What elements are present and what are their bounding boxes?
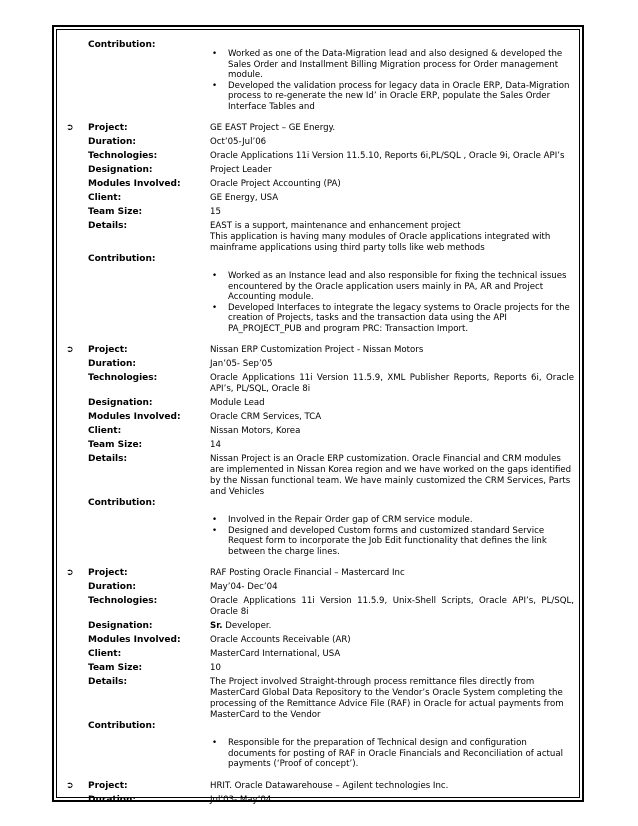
details-row — [66, 221, 574, 254]
details-paragraph: The Project involved Straight-through process remittance files directly from MasterCard Global Data Repository to the Vendor’s Oracle System completing the processing of the Remittance Advice File (RAF) in Oracle for actual payments from MasterCard to the Vendor — [210, 677, 564, 720]
designation-text: Module Lead — [210, 398, 265, 408]
modules-row-value: Oracle Project Accounting (PA) — [210, 179, 341, 189]
bullet-icon: • — [212, 525, 218, 536]
client-row — [66, 193, 574, 204]
duration-row-value: May’04- Dec’04 — [210, 582, 278, 592]
arrow-icon: ➲ — [66, 568, 74, 578]
contribution-row — [66, 254, 574, 265]
details-row-label: Details: — [88, 221, 128, 231]
technologies-row-label: Technologies: — [88, 373, 158, 383]
client-row-label: Client: — [88, 193, 122, 203]
bullet-item: • Responsible for the preparation of Technical design and configuration documents for posting of RAF in Oracle Financials and Reconciliation of actual payments (‘Proof of concept’). — [212, 738, 564, 769]
bullet-item: • Developed the validation process for legacy data in Oracle ERP, Data-Migration process to re-generate the new Id’ in Oracle ERP, populate the Sales Order Interface Tables and — [212, 80, 570, 112]
bullet-icon: • — [212, 515, 218, 525]
duration-row — [66, 359, 574, 370]
project-block — [66, 345, 574, 568]
project-row-label: Project: — [88, 568, 128, 578]
designation-row — [66, 398, 574, 409]
contribution-row-label: Contribution: — [88, 254, 156, 264]
bullet-icon: • — [212, 738, 218, 748]
modules-row — [66, 412, 574, 423]
duration-row-value: Jan’05- Sep’05 — [210, 359, 273, 369]
team-size-row-label: Team Size: — [88, 440, 143, 450]
project-block — [66, 781, 574, 806]
technologies-row — [66, 373, 574, 395]
client-row — [66, 426, 574, 437]
designation-text: Project Leader — [210, 165, 272, 175]
details-paragraph: This application is having many modules of Oracle applications integrated with mainframe applications using third party tolls like web methods — [210, 232, 551, 253]
modules-row-label: Modules Involved: — [88, 635, 181, 645]
team-size-row-label: Team Size: — [88, 207, 143, 217]
modules-row-label: Modules Involved: — [88, 412, 181, 422]
duration-row-label: Duration: — [88, 359, 136, 369]
details-row-label: Details: — [88, 454, 128, 464]
technologies-row-label: Technologies: — [88, 151, 158, 161]
client-row-value: Nissan Motors, Korea — [210, 426, 301, 436]
modules-row-label: Modules Involved: — [88, 179, 181, 189]
project-row — [66, 781, 574, 792]
bullet-item: • Worked as one of the Data-Migration lead and also designed & developed the Sales Order and Installment Billing Migration process for Order management module. — [212, 49, 563, 80]
duration-row-value: Oct’05-Jul’06 — [210, 137, 267, 147]
duration-row-label: Duration: — [88, 582, 136, 592]
team-size-row-value: 10 — [210, 663, 221, 673]
contribution-row — [66, 721, 574, 732]
contribution-label: Contribution: — [88, 40, 156, 50]
project-row-value: HRIT. Oracle Datawarehouse – Agilent technologies Inc. — [210, 780, 449, 791]
designation-text: Developer. — [222, 621, 272, 631]
bullet-icon: • — [212, 271, 218, 281]
designation-row-label: Designation: — [88, 621, 153, 631]
duration-row-value: Jul’03- May’04 — [210, 794, 272, 805]
details-row-value — [210, 221, 574, 254]
bullet-item: • Developed Interfaces to integrate the legacy systems to Oracle projects for the creation of Projects, tasks and the transaction data using the API PA_PROJECT_PUB and program PRC: Transaction Import. — [212, 302, 570, 334]
team-size-row-value: 14 — [210, 440, 221, 450]
project-row-label: Project: — [88, 345, 128, 355]
technologies-row — [66, 151, 574, 162]
project-row-label: Project: — [88, 123, 128, 133]
technologies-row-value: Oracle Applications 11i Version 11.5.10, Reports 6i,PL/SQL , Oracle 9i, Oracle API’s — [210, 151, 565, 161]
designation-row — [66, 621, 574, 632]
duration-row — [66, 795, 574, 806]
project-row — [66, 568, 574, 579]
contribution-bullets — [66, 515, 574, 557]
projects-list — [66, 112, 574, 806]
bullet-icon: • — [212, 302, 218, 313]
project-row — [66, 123, 574, 134]
duration-row-label: Duration: — [88, 794, 136, 805]
bullet-list — [210, 49, 574, 112]
contribution-row-label: Contribution: — [88, 721, 156, 731]
team-size-row-label: Team Size: — [88, 663, 143, 673]
bullet-item: • Involved in the Repair Order gap of CRM service module. — [212, 515, 473, 525]
top-contribution-bullets — [66, 49, 574, 112]
details-row — [66, 454, 574, 498]
project-row-value: RAF Posting Oracle Financial – Mastercard Inc — [210, 568, 405, 578]
arrow-icon: ➲ — [66, 123, 74, 133]
details-row — [66, 677, 574, 721]
client-row-label: Client: — [88, 426, 122, 436]
contribution-row — [66, 498, 574, 509]
project-block — [66, 568, 574, 781]
project-row — [66, 345, 574, 356]
details-paragraph: Nissan Project is an Oracle ERP customization. Oracle Financial and CRM modules are implemented in Nissan Korea region and we have worked on the gaps identified by the Nissan functional team. We have mainly customized the CRM Services, Parts and Vehicles — [210, 454, 572, 497]
project-row-value: Nissan ERP Customization Project - Nissan Motors — [210, 345, 424, 355]
bullet-icon: • — [212, 49, 218, 59]
bullet-list — [210, 515, 574, 557]
client-row-label: Client: — [88, 649, 122, 659]
modules-row-value: Oracle CRM Services, TCA — [210, 412, 322, 422]
team-size-row-value: 15 — [210, 207, 221, 217]
bullet-item: • Worked as an Instance lead and also responsible for fixing the technical issues encountered by the Oracle application users mainly in PA, AR and Project Accounting module. — [212, 271, 567, 302]
contribution-row-label: Contribution: — [88, 498, 156, 508]
resume-content — [66, 40, 574, 809]
project-row-value: GE EAST Project – GE Energy. — [210, 123, 336, 133]
modules-row — [66, 179, 574, 190]
designation-row-value — [210, 621, 574, 632]
technologies-row-label: Technologies: — [88, 596, 158, 606]
details-row-label: Details: — [88, 677, 128, 687]
details-row-value — [210, 454, 574, 498]
arrow-icon: ➲ — [66, 345, 74, 355]
team-size-row — [66, 440, 574, 451]
technologies-row-value: Oracle Applications 11i Version 11.5.9, Unix-Shell Scripts, Oracle API’s, PL/SQL, Oracle 8i — [210, 596, 574, 617]
designation-row-label: Designation: — [88, 398, 153, 408]
project-block — [66, 123, 574, 345]
client-row — [66, 649, 574, 660]
contribution-bullets — [66, 738, 574, 770]
designation-row-value — [210, 165, 574, 176]
duration-row-label: Duration: — [88, 137, 136, 147]
contribution-bullets — [66, 271, 574, 334]
bullet-list — [210, 738, 574, 770]
designation-row — [66, 165, 574, 176]
bullet-item: • Designed and developed Custom forms and customized standard Service Request form to incorporate the Job Edit functionality that defines the link between the charge lines. — [212, 525, 547, 557]
client-row-value: GE Energy, USA — [210, 193, 279, 203]
details-paragraph: EAST is a support, maintenance and enhancement project — [210, 221, 461, 231]
designation-prefix: Sr. — [210, 621, 223, 631]
duration-row — [66, 137, 574, 148]
modules-row-value: Oracle Accounts Receivable (AR) — [210, 635, 351, 645]
bullet-icon: • — [212, 80, 218, 91]
details-row-value — [210, 677, 574, 721]
modules-row — [66, 635, 574, 646]
designation-row-value — [210, 398, 574, 409]
bullet-list — [210, 271, 574, 334]
client-row-value: MasterCard International, USA — [210, 649, 341, 659]
team-size-row — [66, 663, 574, 674]
designation-row-label: Designation: — [88, 165, 153, 175]
arrow-icon: ➲ — [66, 780, 74, 791]
technologies-row — [66, 596, 574, 618]
duration-row — [66, 582, 574, 593]
project-row-label: Project: — [88, 780, 128, 791]
technologies-row-value: Oracle Applications 11i Version 11.5.9, XML Publisher Reports, Reports 6i, Oracle API’s, PL/SQL, Oracle 8i — [210, 373, 574, 394]
team-size-row — [66, 207, 574, 218]
